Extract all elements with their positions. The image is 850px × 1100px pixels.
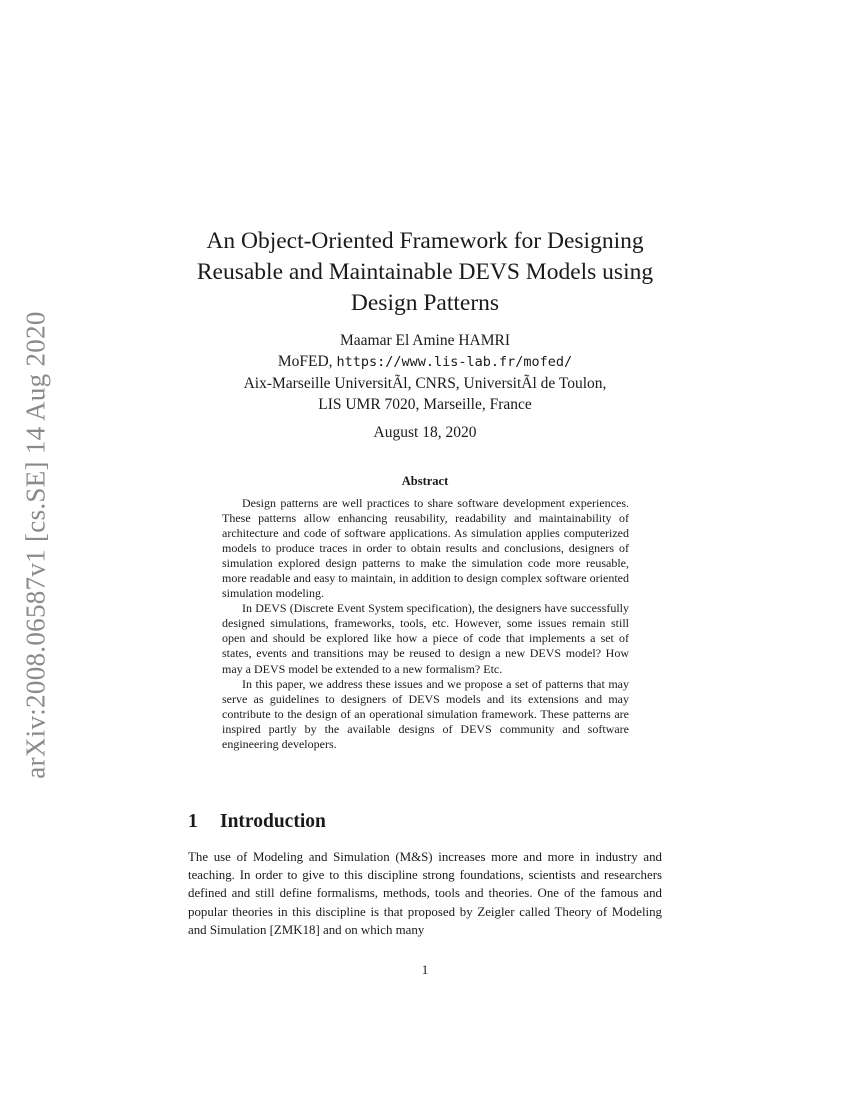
title-line-2: Reusable and Maintainable DEVS Models using bbox=[196, 259, 654, 285]
author-name: Maamar El Amine HAMRI bbox=[339, 332, 511, 349]
title-line-3: Design Patterns bbox=[350, 290, 500, 316]
author-affiliation-line-1: Aix-Marseille UniversitÃl, CNRS, UniversitÃl de Toulon, bbox=[243, 375, 607, 392]
author-lab bbox=[160, 351, 690, 373]
title-line-1: An Object-Oriented Framework for Designing bbox=[206, 228, 644, 254]
page-number: 1 bbox=[421, 962, 429, 977]
abstract-paragraph-1: Design patterns are well practices to share software development experiences. These patterns allow enhancing reusability, readability and maintainability of architecture and code of software applications. As simulation applies computerized models to produce traces in order to obtain results and conclusions, designers of simulation explored design patterns to make the simulation code more reusable, more readable and easy to maintain, in addition to design complex software oriented simulation modeling. bbox=[222, 496, 629, 601]
introduction-paragraph: The use of Modeling and Simulation (M&S) increases more and more in industry and teaching. In order to give to this discipline strong foundations, scientists and researchers defined and still define formalisms, methods, tools and theories. One of the famous and popular theories in this discipline is that proposed by Zeigler called Theory of Modeling and Simulation [ZMK18] and on which many bbox=[188, 850, 662, 937]
author-affiliation-line-2: LIS UMR 7020, Marseille, France bbox=[318, 396, 532, 413]
abstract-body bbox=[222, 496, 629, 752]
section-number: 1 bbox=[188, 811, 198, 832]
abstract-paragraph-2: In DEVS (Discrete Event System specification), the designers have successfully designed simulations, frameworks, tools, etc. However, some issues remain still open and should be explored like how a piece of code that implements a set of states, events and transitions may be reused to design a new DEVS model? How may a DEVS model be extended to a new formalism? Etc. bbox=[222, 601, 629, 676]
paper-date: August 18, 2020 bbox=[373, 424, 477, 441]
lab-name: MoFED, bbox=[277, 353, 337, 370]
lab-url-link[interactable]: https://www.lis-lab.fr/mofed/ bbox=[336, 354, 573, 370]
section-heading-introduction bbox=[188, 811, 326, 833]
author-block bbox=[160, 330, 690, 415]
arxiv-identifier-stamp: arXiv:2008.06587v1 [cs.SE] 14 Aug 2020 bbox=[20, 311, 51, 779]
abstract-heading: Abstract bbox=[401, 474, 449, 488]
paper-title bbox=[188, 226, 662, 319]
abstract-paragraph-3: In this paper, we address these issues and we propose a set of patterns that may serve as guidelines to designers of DEVS models and its extensions and may contribute to the design of an operational simulation framework. These patterns are inspired partly by the available designs of DEVS community and software engineering developers. bbox=[222, 676, 629, 751]
section-title: Introduction bbox=[220, 811, 326, 832]
